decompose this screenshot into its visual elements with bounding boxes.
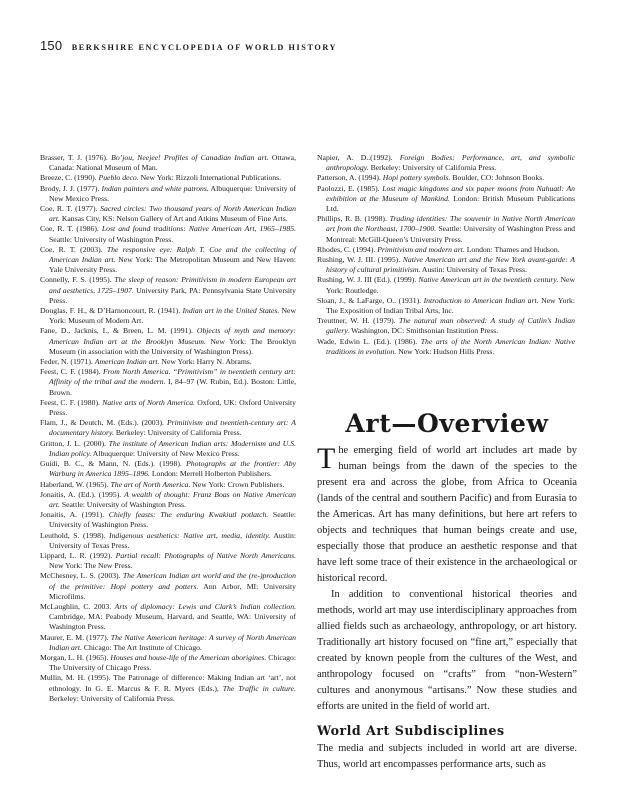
reference-publisher: London: Merrell Holberton Publishers. [149,469,272,479]
reference-publisher: Washington, DC: Smithsonian Institution Press. [349,326,499,336]
reference-lead: Brody, J. J. (1977). [40,183,102,193]
reference-entry [40,459,296,479]
reference-entry [40,531,296,551]
reference-title: Houses and house-life of the American aborigines. [110,652,267,662]
reference-lead: Treuttner, W. H. (1979). [317,316,400,326]
reference-entry [40,326,296,357]
reference-entry [40,398,296,418]
reference-entry [40,224,296,244]
reference-entry [317,245,575,255]
reference-entry [40,367,296,398]
reference-lead: Rhodes, C. (1994). [317,244,378,254]
reference-entry [317,316,575,336]
reference-lead: Coe, R. T. (1977). [40,204,101,214]
reference-lead: Douglas, F. H., & D’Harnoncourt, R. (1941). [40,306,183,316]
reference-entry [40,551,296,571]
reference-lead: Morgan, L. H. (1965). [40,652,111,662]
reference-entry [40,153,296,173]
reference-lead: Haberland, W. (1965). [40,479,111,489]
reference-entry [317,153,575,173]
reference-publisher: Seattle: University of Washington Press. [49,234,174,244]
reference-publisher: Berkeley: University of California Press. [368,163,497,173]
reference-title: The natural man observed: A study of Catlin’s Indian gallery. [326,316,575,336]
reference-publisher: Seattle: University of Washington Press. [59,499,186,509]
reference-publisher: Oxford, UK: Oxford University Press. [49,397,297,418]
reference-entry [40,571,296,602]
reference-lead: Wade, Edwin L. (Ed.). (1986). [317,336,421,346]
running-title: BERKSHIRE ENCYCLOPEDIA OF WORLD HISTORY [71,43,338,52]
reference-publisher: Austin: University of Texas Press. [420,265,527,275]
reference-title: Objects of myth and memory: American Indian art at the Brooklyn Museum. [49,326,296,346]
reference-entry [317,275,575,295]
reference-title: From North America. “Primitivism” in twentieth century art: Affinity of the tribal and the modern. [49,367,296,387]
reference-lead: Brasser, T. J. (1976). [40,153,112,162]
reference-title: Hopi pottery symbols. [382,173,451,183]
reference-entry [317,184,575,215]
reference-publisher: Boulder, CO: Johnson Books. [450,173,545,183]
reference-lead: Coe, R. T. (1986). [40,224,102,234]
reference-publisher: I, 84–97 (W. Rubin, Ed.). Boston: Little, Brown. [49,377,297,397]
reference-lead: Breeze, C. (1990). [40,173,99,183]
reference-title: Primitivism and modern art. [377,244,465,254]
reference-title: Lost and found traditions: Native American Art, 1965–1985. [101,224,296,234]
paragraph-1-text: he emerging field of world art includes art made by human beings from the dawn of the species to the present era and across the globe, from Africa to Oceania (lands of the central and southern Pacific) and from Eurasia to the Americas. Art has many definitions, but here art refers to objects and techniques that human beings create and use, especially those that produce an aesthetic response and that have left some trace of their existence in the archaeological or historical record. [317,445,577,584]
reference-title: The responsive eye: Ralph T. Coe and the collecting of American Indian art. [49,244,296,265]
reference-publisher: Seattle: University of Washington Press. [49,510,296,530]
reference-title: Bo’jou, Neejee! Profiles of Canadian Indian art. [111,153,269,162]
reference-publisher: New York: The Brooklyn Museum (in association with the University of Washington Press). [49,336,297,356]
reference-lead: Guidi, B. C., & Mann, N. (Eds.). (1998). [40,459,187,469]
reference-entry [40,480,296,490]
reference-title: Trading identities: The souvenir in Native North American art from the Northeast, 1700–1900. [326,214,575,234]
reference-publisher: Albuquerque: University of New Mexico Press. [49,183,296,203]
reference-publisher: New York: The Exposition of Indian Tribal Arts, Inc. [326,295,575,316]
reference-title: The Native American heritage: A survey of North American Indian art. [49,632,296,652]
reference-lead: Napier, A. D..(1992). [317,153,400,162]
reference-lead: Jonaitis, A. (Ed.). (1995). [40,489,125,499]
bibliography-right-column [317,153,575,357]
reference-publisher: New York: Museum of Modern Art. [49,306,296,326]
reference-title: The sleep of reason: Primitivism in modern European art and aesthetics, 1725–1907. [49,275,296,295]
reference-lead: McChesney, L. S. (2003). [40,571,123,581]
reference-entry [40,173,296,183]
reference-lead: Lippard, L. R. (1992). [40,550,116,560]
reference-publisher: Kansas City, KS: Nelson Gallery of Art and Atkins Museum of Fine Arts. [59,214,288,224]
reference-entry [40,653,296,673]
reference-title: Partial recall: Photographs of Native North Americans. [115,550,296,560]
reference-publisher: New York: The New Press. [49,561,133,571]
reference-lead: Paolozzi, E. (1985). [317,183,383,193]
reference-lead: Rushing, W. J. III. (1995). [317,255,403,265]
reference-lead: Sloan, J., & LaFarge, O.. (1931). [317,295,424,305]
reference-lead: Connelly, F. S. (1995). [40,275,115,285]
reference-lead: Fane, D., Jacknis, I., & Breen, L. M. (1991). [40,326,197,336]
reference-entry [40,633,296,653]
running-header [40,38,337,54]
bibliography-left-column [40,153,296,704]
reference-publisher: Ann Arbor, MI: University Microfilms. [49,581,296,601]
reference-entry [317,214,575,245]
reference-entry [317,173,575,183]
reference-publisher: Berkeley: University of California Press. [49,693,175,703]
reference-publisher: Albuquerque: University of New Mexico Press. [91,448,240,458]
drop-cap: T [317,442,336,475]
reference-lead: Feest, C. F. (1984). [40,367,104,377]
reference-publisher: Ottawa, Canada: National Museum of Man. [49,153,297,173]
reference-title: Pueblo deco. [98,173,139,183]
reference-lead: Gritton, J. L. (2000). [40,438,109,448]
paragraph-1 [317,443,577,587]
reference-title: The art of North America. [110,479,191,489]
reference-entry [317,255,575,275]
reference-lead: Jonaitis, A. (1991). [40,510,109,520]
reference-entry [40,439,296,459]
reference-title: Chiefly feasts: The enduring Kwakiutl potlatch. [108,510,269,520]
reference-entry [317,337,575,357]
reference-entry [40,673,296,704]
reference-title: Foreign Bodies: Performance, art, and symbolic anthropology. [326,153,575,173]
reference-title: Indigenous aesthetics: Native art, media, identity. [109,530,271,540]
reference-lead: Maurer, E. M. (1977). [40,632,111,642]
reference-publisher: London: Thames and Hudson. [464,244,560,254]
reference-lead: Phillips, R. B. (1998). [317,214,390,224]
reference-publisher: New York: Crown Publishers. [190,479,285,489]
reference-publisher: London: British Museum Publications Ltd. [326,193,575,214]
paragraph-2: In addition to conventional historical theories and methods, world art may use interdisciplinary approaches from allied fields such as archaeology, anthropology, or art history. Traditionally art history focused on “fine art,” especially that created by known people from the cultures of the West, and anthropology focused on “crafts” from “non-Western” cultures and anonymous “artisans.” Now these studies and efforts are united in the field of world art. [317,589,577,712]
reference-publisher: Seattle: University of Washington Press and Montreal: McGill-Queen’s University Press. [326,224,576,244]
reference-entry [40,490,296,510]
reference-lead: Patterson, A. (1994). [317,173,383,183]
page-number: 150 [40,38,63,53]
reference-lead: Coe, R. T. (2003). [40,244,107,254]
reference-title: Lost magic kingdoms and six paper moons from Nahuatl: An exhibition at the Museum of Mankind. [326,183,575,203]
reference-publisher: University Park, PA: Pennsylvania State University Press. [49,285,296,305]
reference-title: Native arts of North America. [102,397,195,407]
reference-entry [317,296,575,316]
reference-publisher: Berkeley: University of California Press. [113,428,242,438]
reference-entry [40,184,296,204]
reference-lead: McLaughlin, C. 2003. [40,601,115,611]
reference-lead: Mullin, M. H. (1995). The Patronage of difference: Making Indian art ‘art’, not ethnology. In G. E. Marcus & F. R. Myers (Eds.), [40,673,296,693]
reference-publisher: New York: Routledge. [326,275,576,295]
reference-entry [40,602,296,633]
reference-title: American Indian art. [94,357,160,367]
reference-entry [40,418,296,438]
reference-publisher: New York: Harry N. Abrams. [159,357,252,367]
reference-entry [40,275,296,306]
reference-title: Arts of diplomacy: Lewis and Clark’s Indian collection. [114,601,296,611]
reference-title: The American Indian art world and the (re-)production of the primitive: Hopi pottery and potters. [49,571,296,591]
reference-title: Native American art and the New York avant-garde: A history of cultural primitivism. [326,255,575,275]
reference-entry [40,510,296,530]
article-body [317,443,577,773]
reference-title: Sacred circles: Two thousand years of North American Indian art. [49,204,296,224]
reference-lead: Leuthold, S. (1998). [40,530,110,540]
reference-publisher: New York: Hudson Hills Press. [396,346,495,356]
reference-publisher: New York: Rizzoli International Publications. [138,173,282,183]
reference-entry [40,204,296,224]
reference-title: Native American art in the twentieth century. [418,275,559,285]
reference-title: Introduction to American Indian art. [423,295,539,305]
article-title: Art—Overview [345,409,549,438]
reference-entry [40,306,296,326]
reference-publisher: Chicago: The Art Institute of Chicago. [81,642,202,652]
reference-publisher: Cambridge, MA: Peabody Museum, Harvard, and Seattle, WA: University of Washington Press. [49,612,296,632]
reference-title: The institute of American Indian arts: Modernism and U.S. Indian policy. [49,438,296,458]
reference-lead: Feest, C. F. (1980). [40,397,103,407]
reference-title: The arts of the North American Indian: Native traditions in evolution. [326,336,575,356]
reference-title: Photographs at the frontier: Aby Warburg in America 1895–1896. [49,459,296,479]
reference-lead: Flam, J., & Deutch, M. (Eds.). (2003). [40,418,167,428]
reference-publisher: Austin: University of Texas Press. [49,530,296,550]
reference-publisher: Chicago: The University of Chicago Press. [49,652,296,673]
reference-entry [40,357,296,367]
reference-entry [40,245,296,276]
paragraph-3: The media and subjects included in world art are diverse. Thus, world art encompasses performance arts, such as [317,743,577,770]
section-subheading: World Art Subdisciplines [317,723,505,738]
reference-title: Primitivism and twentieth-century art: A documentary history. [49,418,296,438]
reference-title: The Traffic in culture. [222,683,296,693]
reference-title: Indian painters and white patrons. [101,183,209,193]
reference-title: A wealth of thought: Franz Boas on Native American art. [49,489,296,509]
reference-lead: Feder, N. (1971). [40,357,95,367]
reference-publisher: New York: The Metropolitan Museum and New Haven: Yale University Press. [49,255,296,275]
reference-lead: Rushing, W. J. III (Ed.). (1999). [317,275,419,285]
reference-title: Indian art in the United States. [182,306,280,316]
